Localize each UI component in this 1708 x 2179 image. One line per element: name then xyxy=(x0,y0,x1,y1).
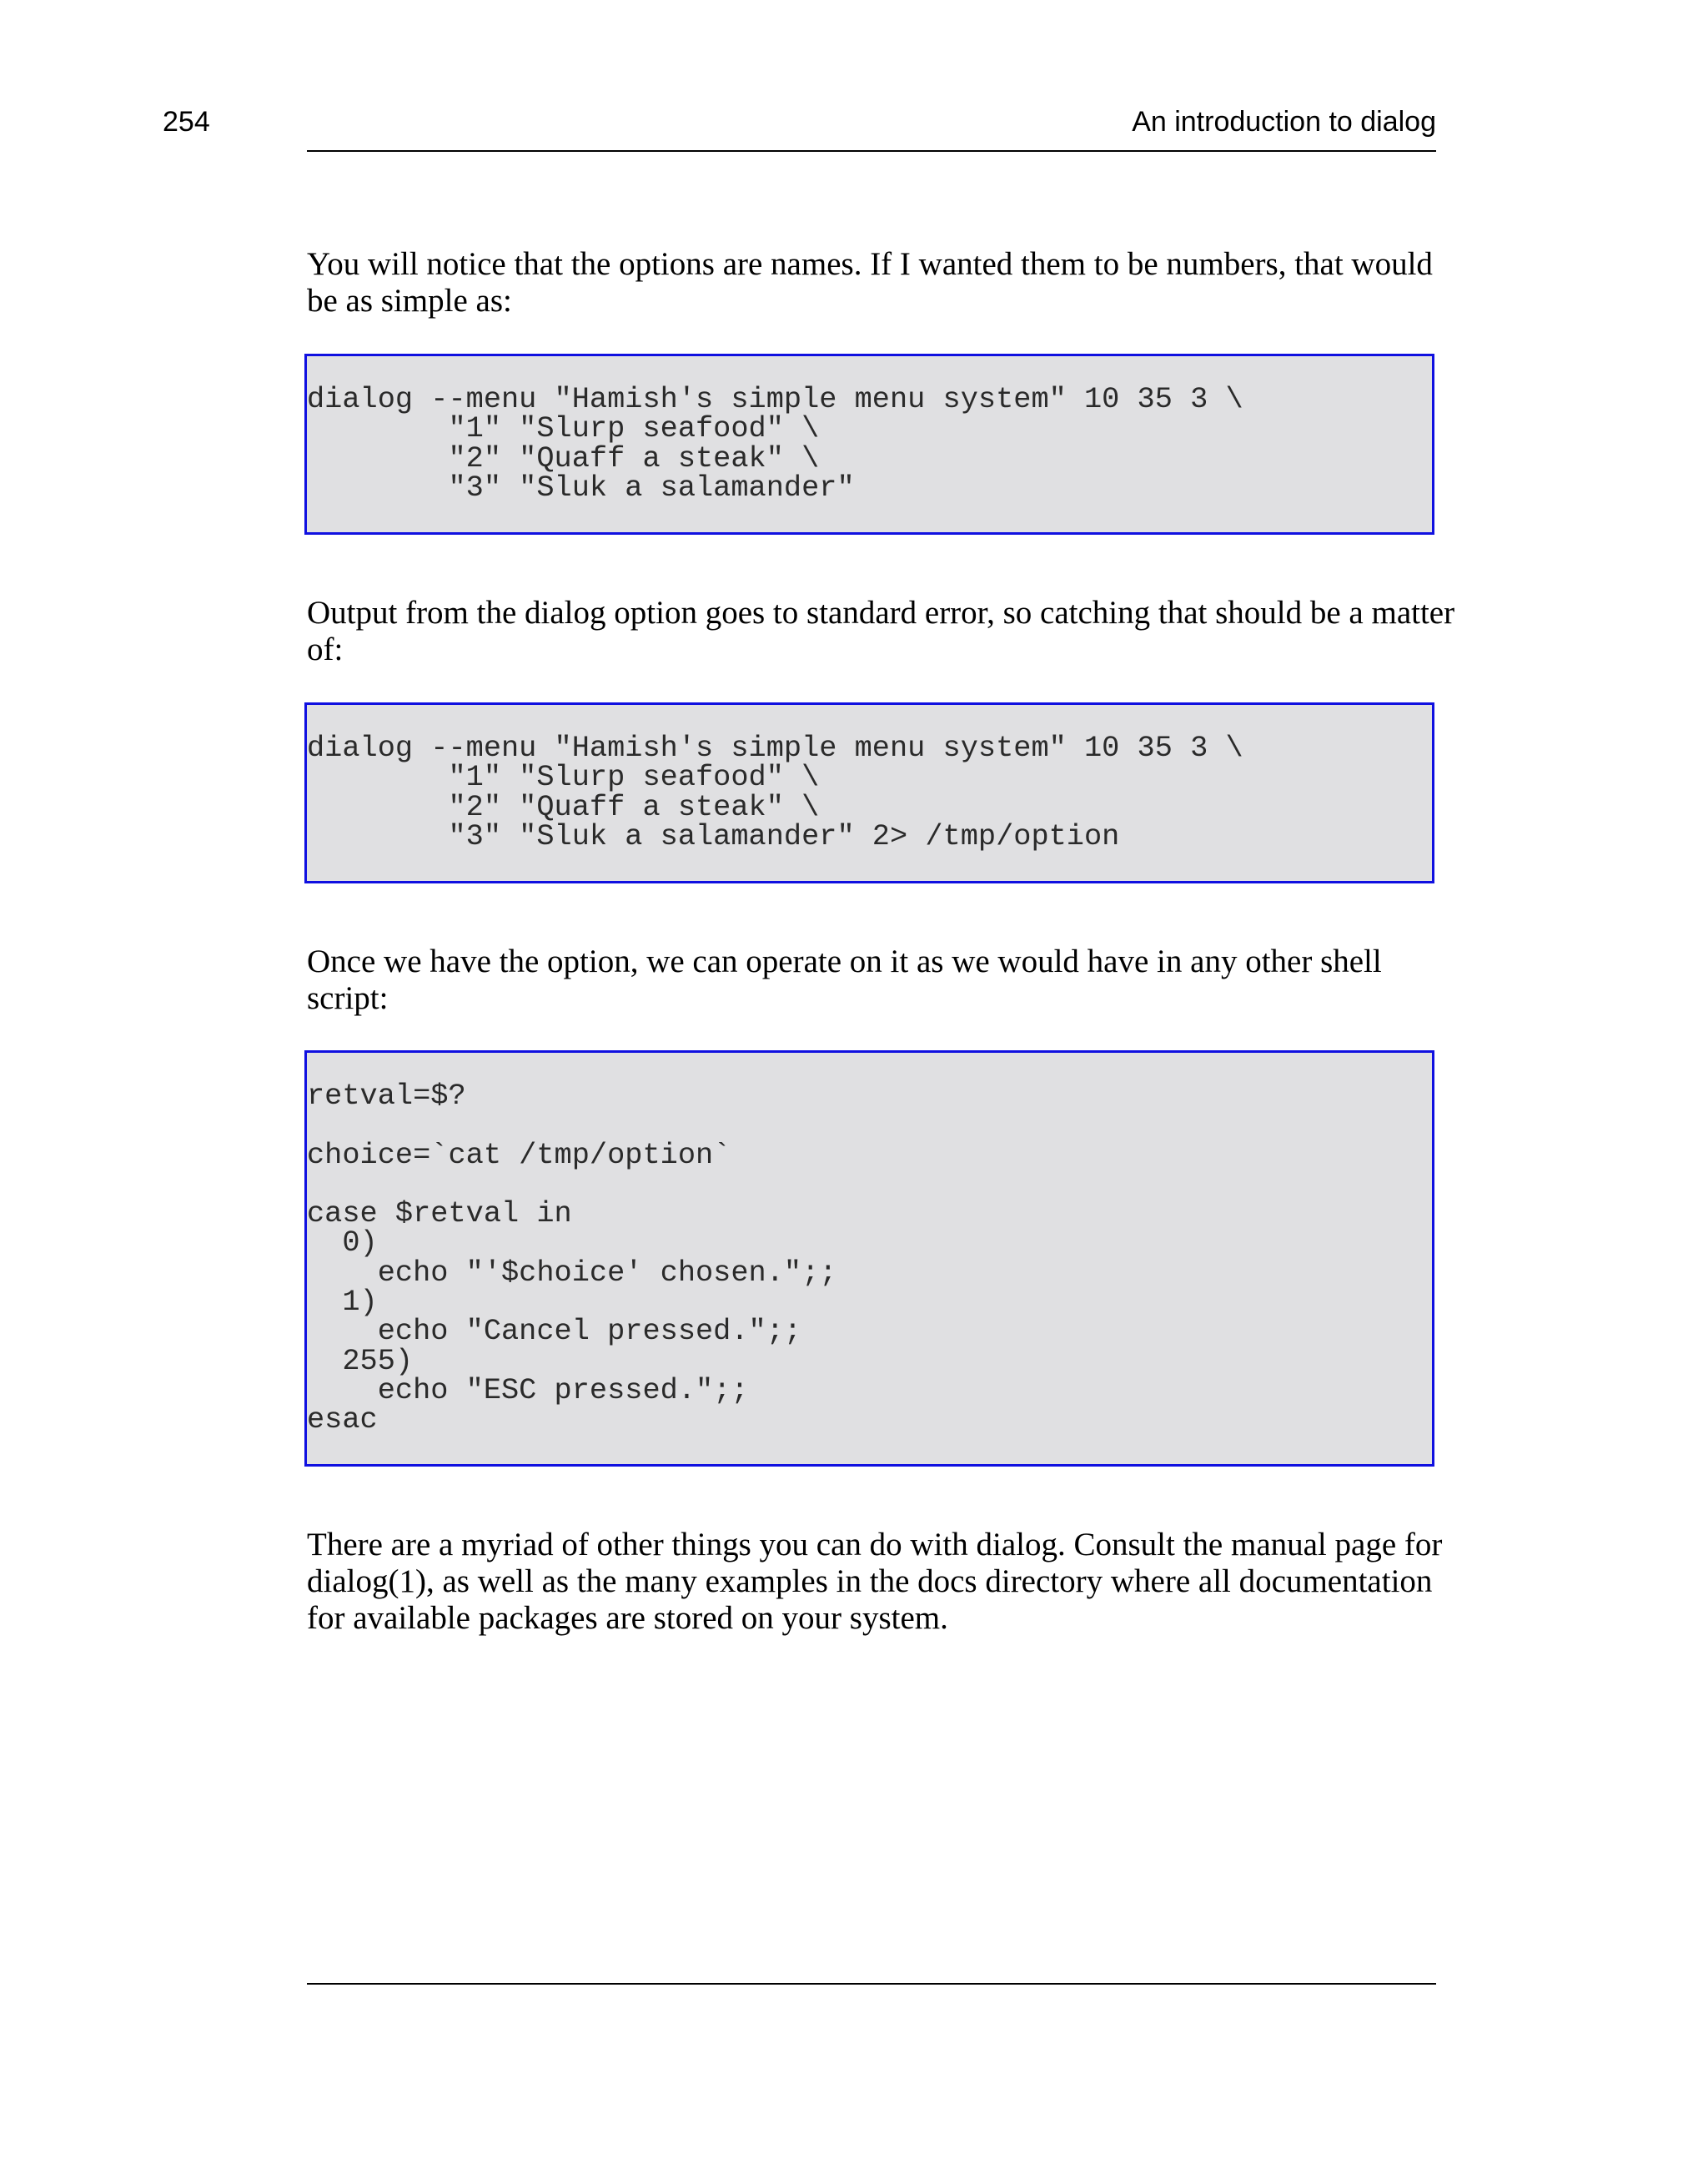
code-block-redirect-stderr xyxy=(304,702,1434,883)
code-block-case-statement xyxy=(304,1050,1434,1467)
page-number: 254 xyxy=(163,106,210,138)
code-listing xyxy=(307,385,1243,503)
code-block-numeric-menu xyxy=(304,354,1434,535)
code-line: "1" "Slurp seafood" \ xyxy=(307,412,820,446)
code-listing xyxy=(307,1079,837,1437)
code-line: echo "Cancel pressed.";; xyxy=(307,1315,802,1349)
code-line: esac xyxy=(307,1403,378,1437)
code-line: echo "ESC pressed.";; xyxy=(307,1373,749,1407)
paragraph-standard-error: Output from the dialog option goes to standard error, so catching that should be a matter of: xyxy=(307,595,1455,667)
code-line: "1" "Slurp seafood" \ xyxy=(307,761,820,795)
code-line: dialog --menu "Hamish's simple menu system" 10 35 3 \ xyxy=(307,383,1243,416)
code-line: 1) xyxy=(307,1286,378,1320)
code-line: choice=`cat /tmp/option` xyxy=(307,1138,731,1172)
code-line: dialog --menu "Hamish's simple menu system" 10 35 3 \ xyxy=(307,732,1243,765)
code-listing xyxy=(307,734,1243,852)
code-line: 0) xyxy=(307,1226,378,1261)
paragraph-operate-on-option: Once we have the option, we can operate on it as we would have in any other shell script: xyxy=(307,944,1382,1016)
running-header-title: An introduction to dialog xyxy=(1132,106,1436,138)
code-line: "3" "Sluk a salamander" 2> /tmp/option xyxy=(307,819,1120,853)
code-line: "2" "Quaff a steak" \ xyxy=(307,790,820,824)
code-line: retval=$? xyxy=(307,1079,466,1113)
code-line: "3" "Sluk a salamander" xyxy=(307,471,855,505)
code-line: "2" "Quaff a steak" \ xyxy=(307,441,820,476)
code-line: echo "'$choice' chosen.";; xyxy=(307,1256,837,1290)
footer-rule xyxy=(307,1983,1436,1985)
paragraph-options-as-numbers: You will notice that the options are names. If I wanted them to be numbers, that would be as simple as: xyxy=(307,246,1433,319)
code-line: case $retval in xyxy=(307,1197,572,1231)
paragraph-manual-page: There are a myriad of other things you can do with dialog. Consult the manual page for dialog(1), as well as the many examples in the docs directory where all documentation for available packages are stored on your system. xyxy=(307,1527,1443,1636)
header-rule xyxy=(307,150,1436,152)
code-line: 255) xyxy=(307,1344,414,1378)
